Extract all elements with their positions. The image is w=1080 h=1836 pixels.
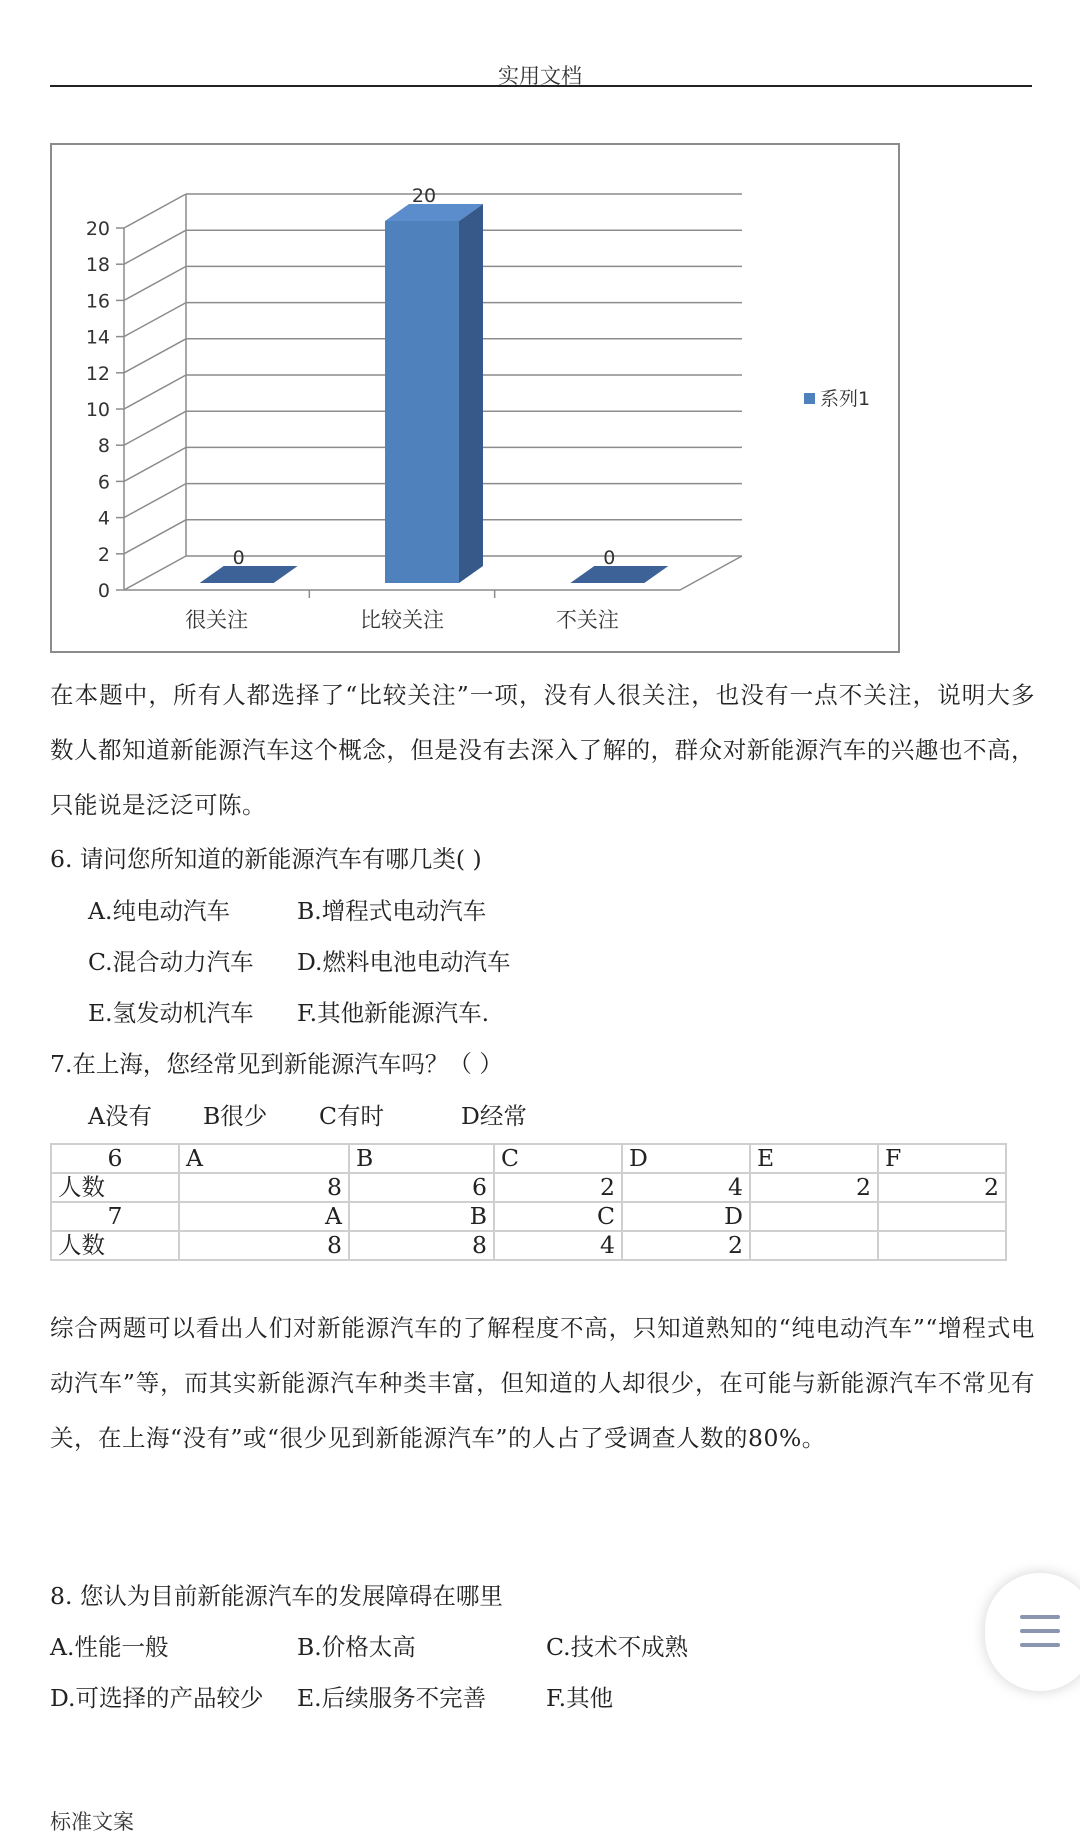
x-tick-label: 比较关注 bbox=[360, 608, 444, 632]
gridline-side bbox=[124, 447, 186, 481]
table-cell: B bbox=[349, 1202, 494, 1231]
table-row bbox=[51, 1173, 1006, 1202]
bar bbox=[200, 566, 298, 583]
gridline-side bbox=[124, 375, 186, 409]
question-8: 8. 您认为目前新能源汽车的发展障碍在哪里 bbox=[50, 1582, 503, 1610]
q6-option-d: D.燃料电池电动汽车 bbox=[297, 948, 511, 976]
y-tick-label: 0 bbox=[97, 580, 110, 602]
gridline-side bbox=[124, 230, 186, 264]
y-tick-label: 10 bbox=[85, 399, 110, 421]
data-label: 20 bbox=[411, 185, 437, 207]
table-cell: 2 bbox=[750, 1173, 878, 1202]
bar bbox=[570, 566, 668, 583]
table-cell: A bbox=[179, 1202, 349, 1231]
gridline-side bbox=[124, 266, 186, 300]
menu-button[interactable] bbox=[985, 1573, 1080, 1691]
table-cell: 8 bbox=[179, 1231, 349, 1260]
q8-option-e: E.后续服务不完善 bbox=[297, 1684, 487, 1712]
table-cell: A bbox=[179, 1144, 349, 1173]
table-cell: 8 bbox=[349, 1231, 494, 1260]
x-tick-label: 不关注 bbox=[555, 608, 619, 632]
bar bbox=[385, 221, 459, 583]
table-cell: 7 bbox=[51, 1202, 179, 1231]
y-tick-label: 14 bbox=[85, 326, 110, 349]
q7-option-d: D经常 bbox=[461, 1102, 527, 1130]
y-tick-label: 16 bbox=[85, 290, 110, 313]
y-tick-label: 4 bbox=[97, 507, 110, 530]
q8-option-c: C.技术不成熟 bbox=[546, 1633, 689, 1661]
table-cell: 人数 bbox=[51, 1231, 179, 1260]
table-cell: E bbox=[750, 1144, 878, 1173]
q7-option-c: C有时 bbox=[319, 1102, 384, 1130]
table-cell: 人数 bbox=[51, 1173, 179, 1202]
table-cell bbox=[750, 1231, 878, 1260]
q8-option-a: A.性能一般 bbox=[50, 1633, 169, 1661]
y-tick-label: 8 bbox=[97, 435, 110, 458]
table-cell: 8 bbox=[179, 1173, 349, 1202]
header-divider bbox=[50, 85, 1032, 87]
table-cell: C bbox=[494, 1144, 622, 1173]
table-cell: C bbox=[494, 1202, 622, 1231]
data-label: 0 bbox=[603, 547, 616, 569]
floor-edge bbox=[680, 556, 742, 590]
gridline-side bbox=[124, 484, 186, 518]
q6-option-a: A.纯电动汽车 bbox=[88, 897, 230, 925]
q8-option-b: B.价格太高 bbox=[297, 1633, 416, 1661]
table-cell: D bbox=[622, 1202, 750, 1231]
bar-chart-svg bbox=[52, 145, 898, 651]
q8-option-f: F.其他 bbox=[546, 1684, 614, 1712]
q6-option-e: E.氢发动机汽车 bbox=[88, 999, 254, 1027]
gridline-side bbox=[124, 194, 186, 228]
table-cell bbox=[878, 1231, 1006, 1260]
table-cell bbox=[878, 1202, 1006, 1231]
gridline-side bbox=[124, 339, 186, 373]
gridline-side bbox=[124, 556, 186, 590]
table-cell: F bbox=[878, 1144, 1006, 1173]
legend-label: 系列1 bbox=[820, 388, 871, 410]
table-cell: 2 bbox=[878, 1173, 1006, 1202]
question-6: 6. 请问您所知道的新能源汽车有哪几类( ) bbox=[50, 845, 482, 873]
gridline-side bbox=[124, 303, 186, 337]
q6-option-c: C.混合动力汽车 bbox=[88, 948, 254, 976]
analysis-paragraph-2: 综合两题可以看出人们对新能源汽车的了解程度不高，只知道熟知的“纯电动汽车”“增程式电动汽车”等，而其实新能源汽车种类丰富，但知道的人却很少，在可能与新能源汽车不常见有关，在上海“没有”或“很少见到新能源汽车”的人占了受调查人数的80%。 bbox=[50, 1314, 1035, 1452]
q7-option-b: B很少 bbox=[203, 1102, 268, 1130]
table-cell: 2 bbox=[622, 1231, 750, 1260]
y-tick-label: 6 bbox=[97, 471, 110, 494]
y-tick-label: 20 bbox=[85, 218, 110, 240]
table-cell: 2 bbox=[494, 1173, 622, 1202]
table-cell: B bbox=[349, 1144, 494, 1173]
y-tick-label: 12 bbox=[85, 362, 110, 385]
table-row bbox=[51, 1231, 1006, 1260]
q7-option-a: A没有 bbox=[88, 1102, 152, 1130]
q6-option-b: B.增程式电动汽车 bbox=[297, 897, 487, 925]
table-cell: 6 bbox=[349, 1173, 494, 1202]
table-cell bbox=[750, 1202, 878, 1231]
x-tick-label: 很关注 bbox=[185, 608, 249, 632]
gridline-side bbox=[124, 411, 186, 445]
question-7: 7.在上海，您经常见到新能源汽车吗？（ ） bbox=[50, 1050, 503, 1078]
bar-chart bbox=[50, 143, 900, 653]
page-footer-text: 标准文案 bbox=[50, 1810, 134, 1834]
y-tick-label: 2 bbox=[97, 543, 110, 566]
page-header-title: 实用文档 bbox=[498, 64, 582, 88]
table-cell: 6 bbox=[51, 1144, 179, 1173]
survey-results-table bbox=[50, 1143, 1007, 1261]
table-cell: 4 bbox=[622, 1173, 750, 1202]
legend-swatch bbox=[804, 393, 815, 404]
q6-option-f: F.其他新能源汽车. bbox=[297, 999, 490, 1027]
analysis-paragraph-1: 在本题中，所有人都选择了“比较关注”一项，没有人很关注，也没有一点不关注，说明大多数人都知道新能源汽车这个概念，但是没有去深入了解的，群众对新能源汽车的兴趣也不高，只能说是泛泛可陈。 bbox=[50, 681, 1035, 819]
table-cell: 4 bbox=[494, 1231, 622, 1260]
table-cell: D bbox=[622, 1144, 750, 1173]
data-label: 0 bbox=[232, 547, 245, 569]
bar-side bbox=[459, 204, 483, 583]
y-tick-label: 18 bbox=[85, 254, 110, 277]
q8-option-d: D.可选择的产品较少 bbox=[50, 1684, 264, 1712]
gridline-side bbox=[124, 520, 186, 554]
table-row bbox=[51, 1144, 1006, 1173]
table-row bbox=[51, 1202, 1006, 1231]
